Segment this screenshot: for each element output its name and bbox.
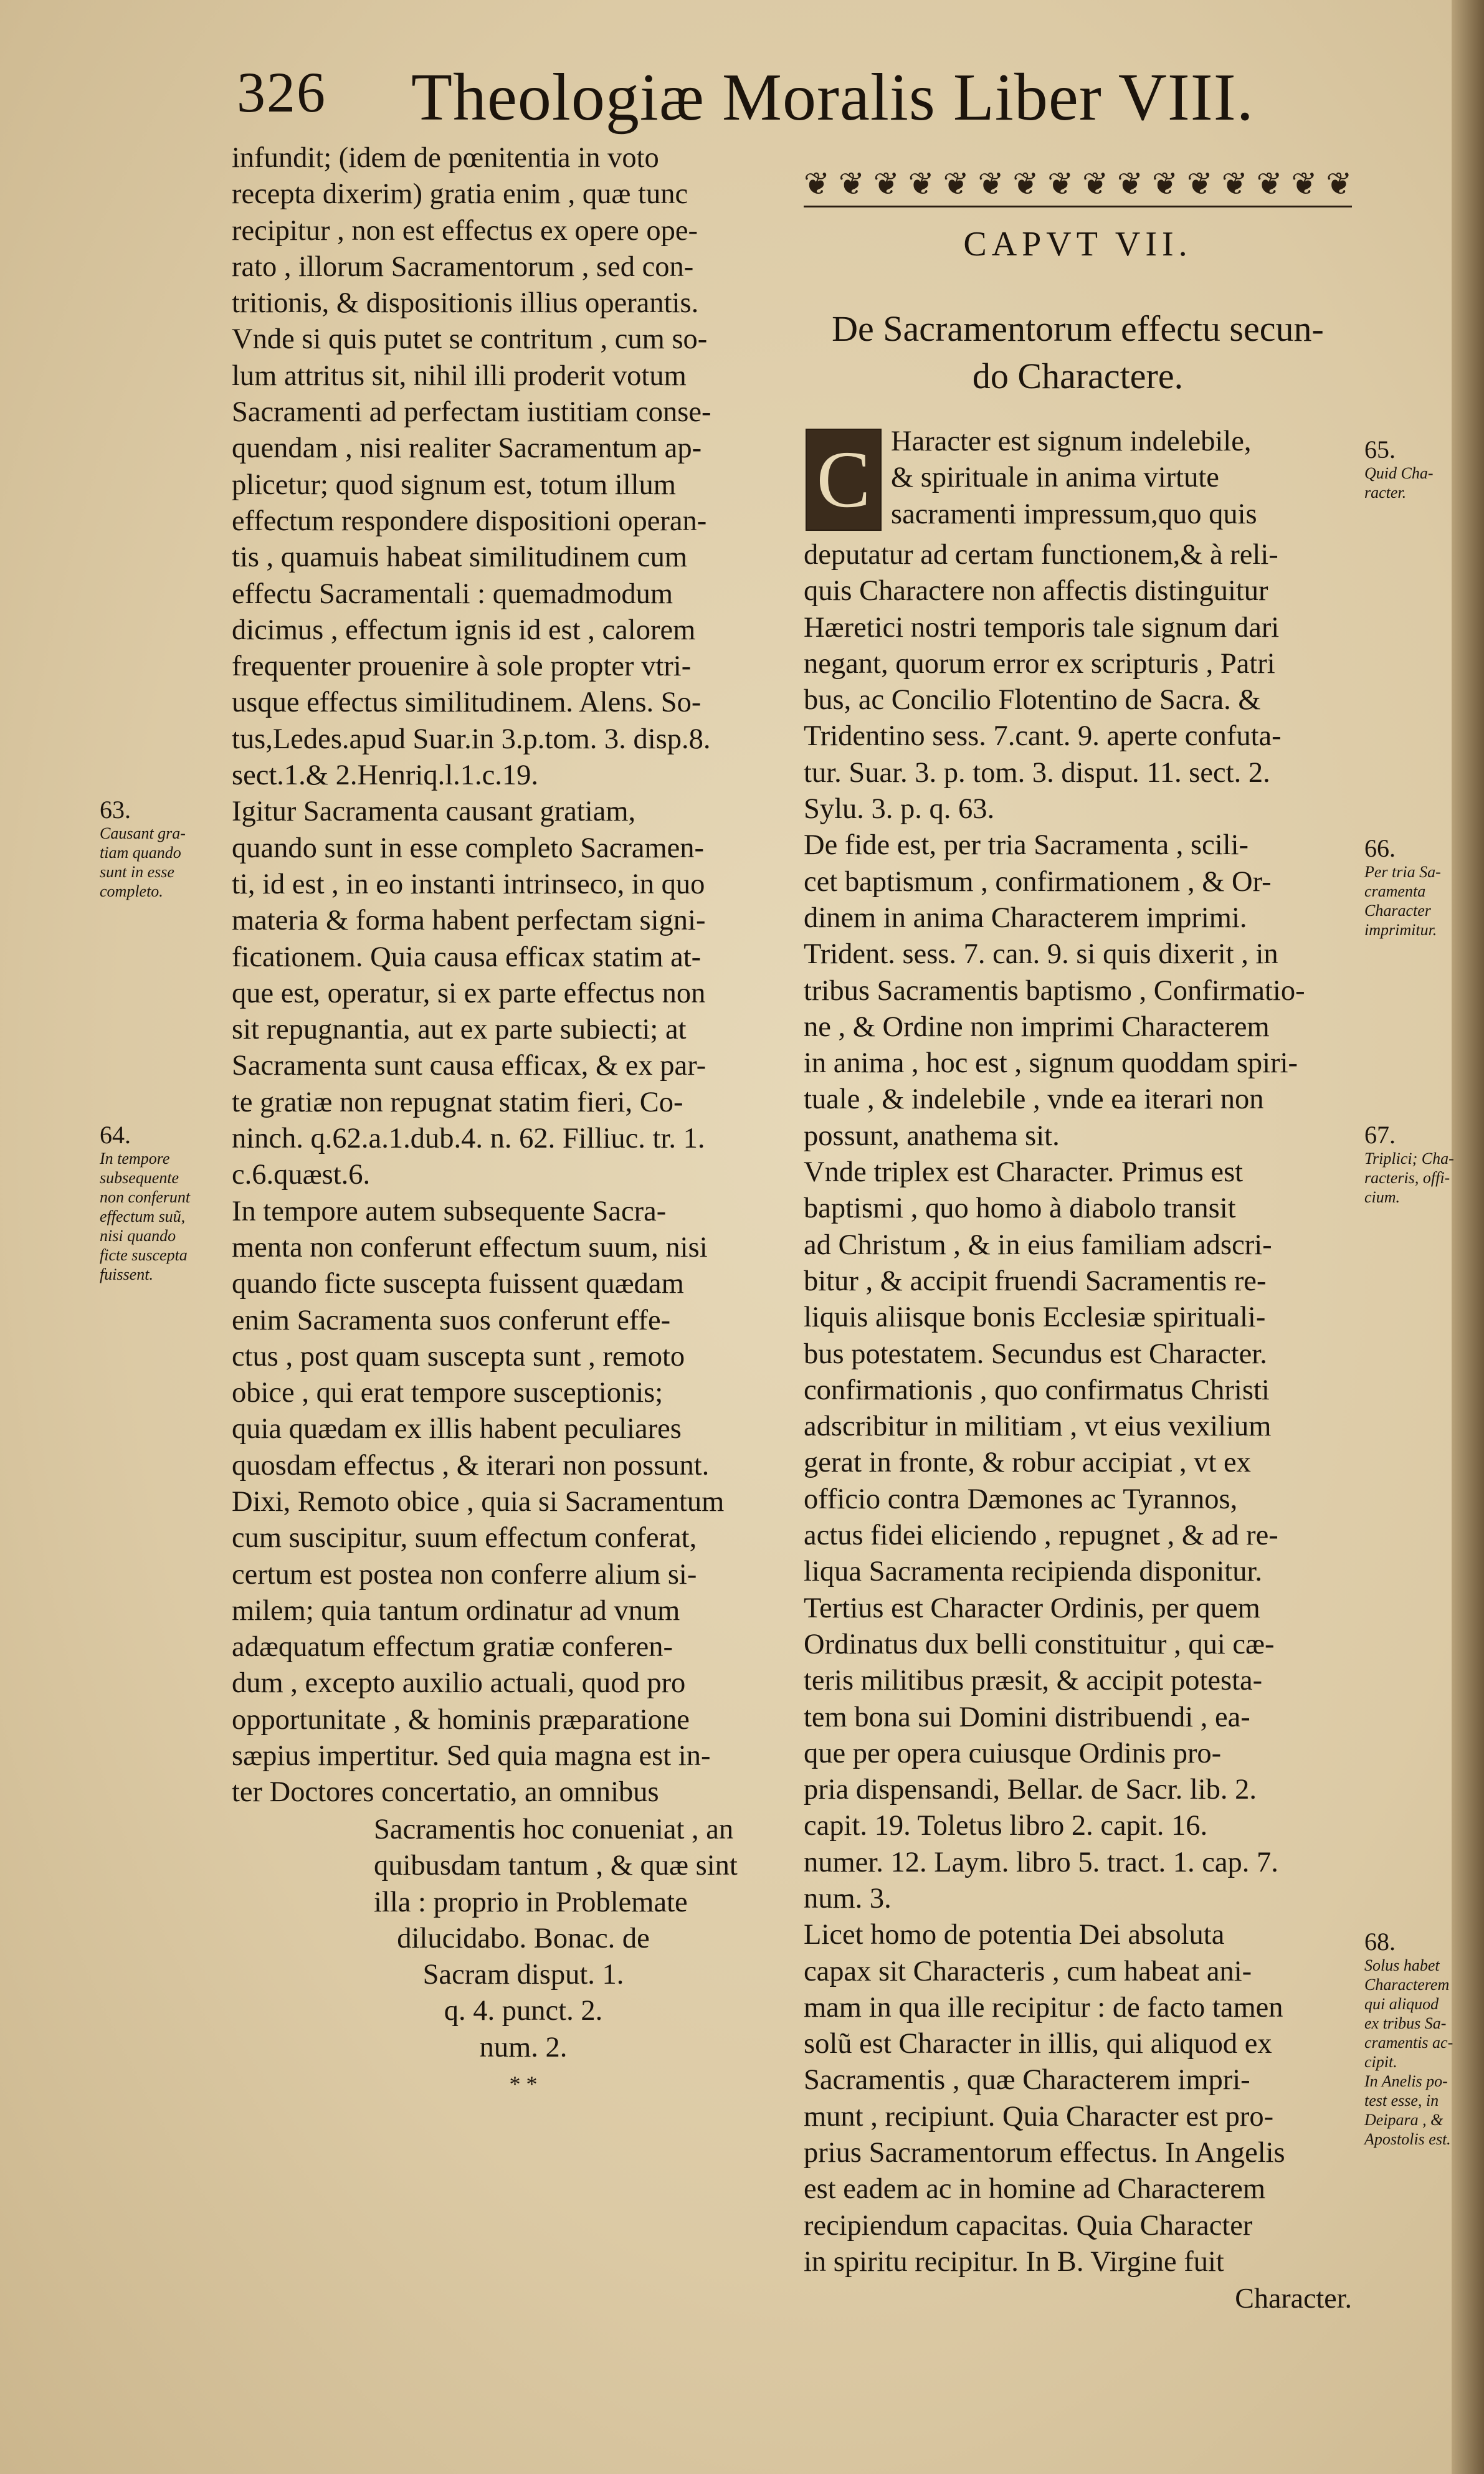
catchword: Character. [1235, 2282, 1352, 2315]
text-line: tur. Suar. 3. p. tom. 3. disput. 11. sect. 2. [804, 756, 1270, 789]
text-line: quosdam effectus , & iterari non possunt. [232, 1449, 710, 1482]
text-line: capax sit Characteris , cum habeat ani- [804, 1955, 1252, 1987]
margin-note-line: non conferunt [100, 1188, 191, 1206]
text-line: que est, operatur, si ex parte effectus non [232, 977, 706, 1009]
margin-note-line: In tempore [100, 1149, 170, 1168]
text-line: Sacramenti ad perfectam iustitiam conse- [232, 396, 711, 429]
text-line: rato , illorum Sacramentorum , sed con- [232, 250, 694, 283]
text-line: adæquatum effectum gratiæ conferen- [232, 1631, 673, 1663]
margin-note-line: racter. [1364, 483, 1407, 502]
text-line: Ordinatus dux belli constituitur , qui cæ- [804, 1628, 1275, 1660]
text-line: dilucidabo. Bonac. de [397, 1922, 650, 1954]
text-line: in anima , hoc est , signum quoddam spiri- [804, 1047, 1298, 1080]
text-line: deputatur ad certam functionem,& à reli- [804, 539, 1278, 571]
text-line: bus, ac Concilio Flotentino de Sacra. & [804, 684, 1261, 716]
margin-note-line: Triplici; Cha- [1364, 1149, 1454, 1168]
margin-paragraph-number: 67. [1364, 1121, 1396, 1149]
text-line: munt , recipiunt. Quia Character est pro- [804, 2100, 1274, 2133]
text-line: quibusdam tantum , & quæ sint [374, 1850, 738, 1882]
text-line: negant, quorum error ex scripturis , Patri [804, 647, 1275, 680]
page-header [237, 59, 1321, 134]
section-end-stars: * * [509, 2072, 538, 2097]
text-line: Igitur Sacramenta causant gratiam, [232, 796, 636, 828]
text-line: Sacram disput. 1. [422, 1959, 624, 1991]
margin-note-line: Quid Cha- [1364, 464, 1434, 482]
text-line: numer. 12. Laym. libro 5. tract. 1. cap. 7. [804, 1846, 1278, 1878]
chapter-label: CAPVT VII. [963, 225, 1192, 264]
text-line: quia quædam ex illis habent peculiares [232, 1413, 682, 1445]
text-line: ficationem. Quia causa efficax statim at- [232, 941, 702, 973]
text-line: ad Christum , & in eius familiam adscri- [804, 1229, 1272, 1261]
text-line: est eadem ac in homine ad Characterem [804, 2173, 1266, 2205]
margin-note-line: qui aliquod [1364, 1995, 1439, 2013]
margin-note-line: cium. [1364, 1188, 1401, 1206]
text-line: Hæretici nostri temporis tale signum dari [804, 611, 1280, 644]
text-line: teris militibus præsit, & accipit potesta- [804, 1665, 1263, 1697]
text-line: bitur , & accipit fruendi Sacramentis re- [804, 1265, 1267, 1297]
margin-note-line: Deipara , & [1364, 2111, 1444, 2129]
text-line: in spiritu recipitur. In B. Virgine fuit [804, 2245, 1224, 2278]
margin-paragraph-number: 63. [100, 796, 131, 824]
text-line: Tertius est Character Ordinis, per quem [804, 1592, 1260, 1624]
text-line: solũ est Character in illis, qui aliquod ex [804, 2028, 1272, 2060]
text-line: possunt, anathema sit. [804, 1120, 1060, 1152]
margin-note-line: In Anelis po- [1364, 2072, 1448, 2090]
left-column [232, 140, 774, 1811]
text-line: adscribitur in militiam , vt eius vexilium [804, 1411, 1272, 1443]
margin-note-line: subsequente [100, 1169, 179, 1187]
text-line: Vnde si quis putet se contritum , cum so- [232, 323, 708, 356]
text-line: plicetur; quod signum est, totum illum [232, 469, 676, 501]
text-line: effectum respondere dispositioni operan- [232, 505, 707, 537]
text-line: ti, id est , in eo instanti intrinseco, in quo [232, 868, 705, 900]
decorated-initial: C [806, 429, 882, 531]
chapter-ornament [804, 162, 1361, 207]
text-line: tem bona sui Domini distribuendi , ea- [804, 1701, 1250, 1733]
text-line: capit. 19. Toletus libro 2. capit. 16. [804, 1810, 1208, 1842]
text-line: tribus Sacramentis baptismo , Confirmatio- [804, 974, 1305, 1007]
margin-note-line: Causant gra- [100, 824, 186, 842]
text-line: que per opera cuiusque Ordinis pro- [804, 1737, 1222, 1769]
text-line: quis Charactere non affectis distinguitur [804, 575, 1268, 607]
margin-paragraph-number: 64. [100, 1121, 131, 1149]
text-line: ctus , post quam suscepta sunt , remoto [232, 1340, 685, 1373]
text-line: recipitur , non est effectus ex opere ope- [232, 214, 698, 247]
chapter-title-line-2: do Charactere. [972, 356, 1184, 396]
text-line: sect.1.& 2.Henriq.l.1.c.19. [232, 759, 539, 792]
page-number: 326 [237, 60, 326, 124]
text-line: recepta dixerim) gratia enim , quæ tunc [232, 178, 688, 211]
text-line: te gratiæ non repugnat statim fieri, Co- [232, 1086, 683, 1118]
margin-note-line: cramenta [1364, 882, 1426, 900]
text-line: Haracter est signum indelebile, [891, 426, 1252, 457]
margin-note-line: Character [1364, 902, 1431, 920]
text-line: cum suscipitur, suum effectum conferat, [232, 1522, 697, 1554]
text-line: infundit; (idem de pœnitentia in voto [232, 142, 659, 174]
text-line: pria dispensandi, Bellar. de Sacr. lib. 2. [804, 1774, 1257, 1806]
margin-paragraph-number: 68. [1364, 1928, 1396, 1956]
text-line: tuale , & indelebile , vnde ea iterari non [804, 1083, 1264, 1116]
left-margin-note-63 [100, 796, 231, 901]
text-line: Trident. sess. 7. can. 9. si quis dixerit , in [804, 938, 1278, 971]
chapter-title-line-1: De Sacramentorum effectu secun- [832, 308, 1324, 349]
text-line: tus,Ledes.apud Suar.in 3.p.tom. 3. disp.8. [232, 723, 711, 755]
text-line: gerat in fronte, & robur accipiat , vt ex [804, 1447, 1251, 1479]
text-line: Sacramentis hoc conueniat , an [374, 1814, 734, 1845]
right-column [804, 537, 1352, 2317]
margin-paragraph-number: 65. [1364, 435, 1396, 464]
text-line: liquis aliisque bonis Ecclesiæ spirituali- [804, 1301, 1266, 1334]
text-line: Sylu. 3. p. q. 63. [804, 793, 995, 825]
text-line: obice , qui erat tempore susceptionis; [232, 1377, 664, 1409]
right-column-opening [891, 424, 1352, 533]
margin-note-line: racteris, offi- [1364, 1169, 1450, 1187]
margin-note-line: nisi quando [100, 1227, 176, 1245]
margin-note-line: sunt in esse [100, 863, 174, 881]
text-line: Tridentino sess. 7.cant. 9. aperte confuta- [804, 720, 1282, 753]
margin-note-line: fuissent. [100, 1265, 153, 1283]
text-line: num. 3. [804, 1882, 892, 1915]
text-line: De fide est, per tria Sacramenta , scili- [804, 829, 1249, 862]
text-line: milem; quia tantum ordinatur ad vnum [232, 1594, 680, 1627]
text-line: lum attritus sit, nihil illi proderit votum [232, 359, 687, 392]
text-line: tis , quamuis habeat similitudinem cum [232, 541, 687, 574]
text-line: actus fidei eliciendo , repugnet , & ad re- [804, 1520, 1278, 1552]
text-line: dum , excepto auxilio actuali, quod pro [232, 1667, 686, 1700]
margin-note-line: Solus habet [1364, 1956, 1440, 1974]
margin-note-line: ficte suscepta [100, 1246, 188, 1264]
left-margin-note-64 [100, 1121, 231, 1284]
text-line: Dixi, Remoto obice , quia si Sacramentum [232, 1485, 725, 1518]
margin-note-line: Characterem [1364, 1976, 1450, 1994]
margin-note-line: imprimitur. [1364, 921, 1437, 939]
text-line: sacramenti impressum,quo quis [891, 498, 1257, 530]
text-line: q. 4. punct. 2. [444, 1995, 603, 2027]
text-line: enim Sacramenta suos conferunt effe- [232, 1304, 671, 1336]
text-line: frequenter prouenire à sole propter vtri- [232, 650, 692, 683]
text-line: dinem in anima Characterem imprimi. [804, 902, 1247, 934]
margin-note-line: Apostolis est. [1364, 2130, 1451, 2148]
margin-note-line: tiam quando [100, 844, 181, 862]
text-line: baptismi , quo homo à diabolo transit [804, 1192, 1236, 1225]
text-line: cet baptismum , confirmationem , & Or- [804, 865, 1272, 898]
text-line: recipiendum capacitas. Quia Character [804, 2209, 1253, 2242]
right-margin-note-65 [1364, 436, 1458, 502]
margin-note-line: cramentis ac- [1364, 2034, 1453, 2052]
text-line: In tempore autem subsequente Sacra- [232, 1195, 667, 1227]
right-margin-note-68 [1364, 1928, 1458, 2149]
text-line: officio contra Dæmones ac Tyrannos, [804, 1483, 1238, 1515]
text-line: ter Doctores concertatio, an omnibus [232, 1776, 659, 1809]
text-line: quando ficte suscepta fuissent quædam [232, 1268, 684, 1300]
text-line: dicimus , effectum ignis id est , calorem [232, 614, 696, 646]
text-line: tritionis, & dispositionis illius operantis. [232, 287, 699, 320]
text-line: & spirituale in anima virtute [891, 462, 1219, 494]
right-margin-note-66 [1364, 835, 1458, 940]
text-line: Vnde triplex est Character. Primus est [804, 1156, 1244, 1189]
text-line: illa : proprio in Problemate [374, 1886, 688, 1918]
text-line: sit repugnantia, aut ex parte subiecti; at [232, 1014, 687, 1046]
text-line: num. 2. [479, 2031, 568, 2063]
right-margin-note-67 [1364, 1121, 1458, 1207]
text-line: prius Sacramentorum effectus. In Angelis [804, 2137, 1285, 2169]
text-line: Sacramentis , quæ Characterem impri- [804, 2064, 1250, 2096]
text-line: quendam , nisi realiter Sacramentum ap- [232, 432, 702, 465]
running-title: Theologiæ Moralis Liber VIII. [411, 60, 1254, 135]
ornament-band: ❦❦❦❦❦❦❦❦❦❦❦❦❦❦❦❦ [804, 166, 1361, 201]
text-line: certum est postea non conferre alium si- [232, 1558, 697, 1591]
margin-note-line: Per tria Sa- [1364, 863, 1441, 881]
text-line: Sacramenta sunt causa efficax, & ex par- [232, 1050, 706, 1082]
text-line: ne , & Ordine non imprimi Characterem [804, 1011, 1270, 1043]
text-line: liqua Sacramenta recipienda disponitur. [804, 1556, 1263, 1588]
text-line: ninch. q.62.a.1.dub.4. n. 62. Filliuc. tr. 1. [232, 1123, 705, 1155]
margin-note-line: test esse, in [1364, 2091, 1439, 2110]
text-line: bus potestatem. Secundus est Character. [804, 1338, 1267, 1370]
margin-paragraph-number: 66. [1364, 834, 1396, 862]
text-line: menta non conferunt effectum suum, nisi [232, 1231, 708, 1263]
chapter-title [804, 305, 1352, 400]
text-line: opportunitate , & hominis præparatione [232, 1703, 690, 1736]
margin-note-line: completo. [100, 882, 163, 900]
margin-note-line: cipit. [1364, 2053, 1397, 2071]
text-line: Licet homo de potentia Dei absoluta [804, 1919, 1225, 1951]
text-line: mam in qua ille recipitur : de facto tamen [804, 1991, 1283, 2024]
margin-note-line: ex tribus Sa- [1364, 2014, 1447, 2032]
text-line: materia & forma habent perfectam signi- [232, 905, 706, 937]
text-line: effectu Sacramentali : quemadmodum [232, 578, 673, 610]
text-line: c.6.quæst.6. [232, 1159, 371, 1191]
text-line: usque effectus similitudinem. Alens. So- [232, 687, 702, 719]
text-line: confirmationis , quo confirmatus Christi [804, 1374, 1270, 1406]
text-line: quando sunt in esse completo Sacramen- [232, 832, 705, 864]
text-line: sæpius impertitur. Sed quia magna est in- [232, 1740, 711, 1772]
margin-note-line: effectum suũ, [100, 1207, 186, 1225]
left-column-tail [374, 1812, 738, 2102]
